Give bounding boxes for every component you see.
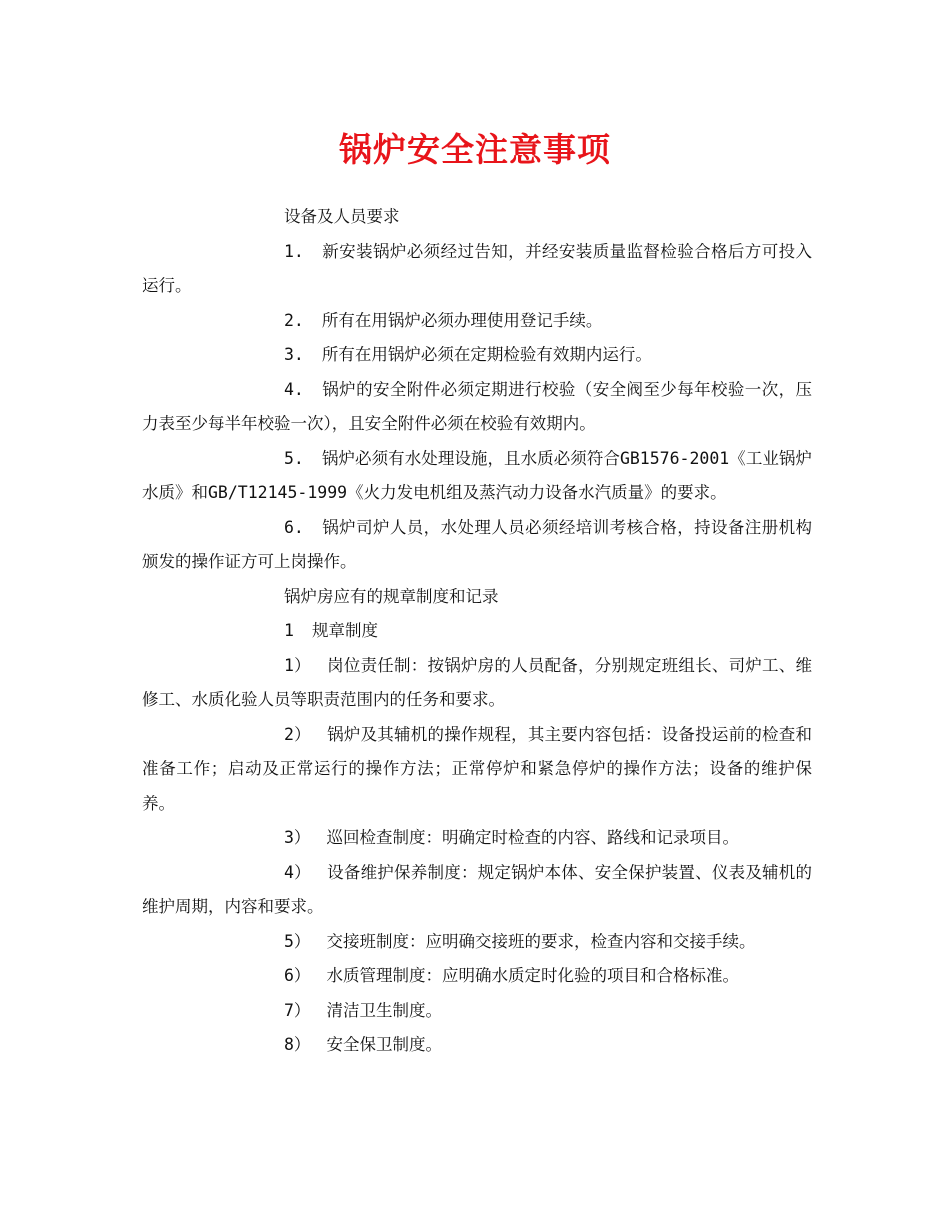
item-number: 5. [284, 448, 304, 468]
paragraph-text: 锅炉司炉人员，水处理人员必须经培训考核合格，持设备注册机构颁发的操作证方可上岗操作。 [142, 517, 812, 571]
paragraph-text: 设备及人员要求 [284, 207, 400, 226]
list-item [142, 959, 812, 994]
item-number: 3. [284, 345, 304, 364]
paragraph-text: 规章制度 [311, 621, 378, 640]
paragraph-text: 锅炉的安全附件必须定期进行校验（安全阀至少每年校验一次，压力表至少每半年校验一次），且安全附件必须在校验有效期内。 [142, 379, 812, 433]
item-number: 3） [284, 828, 311, 847]
paragraph-text: 清洁卫生制度。 [326, 1000, 442, 1020]
paragraph-text: 巡回检查制度：明确定时检查的内容、路线和记录项目。 [326, 828, 739, 847]
list-item [142, 511, 812, 580]
paragraph-text: 交接班制度：应明确交接班的要求，检查内容和交接手续。 [326, 931, 756, 951]
paragraph-text: 安全保卫制度。 [326, 1035, 442, 1054]
paragraph-text: 所有在用锅炉必须办理使用登记手续。 [321, 310, 603, 330]
list-item [142, 994, 812, 1029]
list-item [142, 304, 812, 339]
item-number: 2） [284, 724, 311, 744]
paragraph-text: 锅炉及其辅机的操作规程，其主要内容包括：设备投运前的检查和准备工作；启动及正常运行的操作方法；正常停炉和紧急停炉的操作方法；设备的维护保养。 [142, 724, 812, 813]
paragraph-text: 水质管理制度：应明确水质定时化验的项目和合格标准。 [326, 966, 739, 985]
item-number: 6. [284, 517, 304, 537]
list-item [142, 1028, 812, 1063]
item-number: 8） [284, 1035, 311, 1054]
list-item [142, 718, 812, 822]
paragraph-text: 所有在用锅炉必须在定期检验有效期内运行。 [321, 345, 652, 364]
list-item [142, 649, 812, 718]
list-item [142, 338, 812, 373]
item-number: 1. [284, 241, 304, 261]
list-item [142, 925, 812, 960]
list-item [142, 235, 812, 304]
paragraph-text: 锅炉必须有水处理设施，且水质必须符合GB1576-2001《工业锅炉水质》和GB/T12145-1999《火力发电机组及蒸汽动力设备水汽质量》的要求。 [142, 448, 812, 502]
list-item [142, 821, 812, 856]
paragraph-text: 设备维护保养制度：规定锅炉本体、安全保护装置、仪表及辅机的维护周期，内容和要求。 [142, 862, 812, 916]
list-item [142, 856, 812, 925]
item-number: 2. [284, 310, 304, 330]
item-number: 1 [284, 621, 294, 640]
item-number: 6） [284, 966, 311, 985]
section-heading [142, 580, 812, 615]
item-number: 7） [284, 1000, 311, 1020]
item-number: 1） [284, 655, 311, 675]
item-number: 4） [284, 862, 311, 882]
list-item [142, 442, 812, 511]
list-item [142, 373, 812, 442]
paragraph-text: 锅炉房应有的规章制度和记录 [284, 586, 499, 606]
item-number: 5） [284, 931, 311, 951]
document-title: 锅炉安全注意事项 [339, 130, 611, 169]
section-heading [142, 200, 812, 235]
subsection-heading [142, 614, 812, 649]
paragraph-text: 新安装锅炉必须经过告知，并经安装质量监督检验合格后方可投入运行。 [142, 241, 812, 295]
document-body [142, 200, 812, 1063]
paragraph-text: 岗位责任制：按锅炉房的人员配备，分别规定班组长、司炉工、维修工、水质化验人员等职责范围内的任务和要求。 [142, 655, 812, 709]
item-number: 4. [284, 379, 304, 399]
